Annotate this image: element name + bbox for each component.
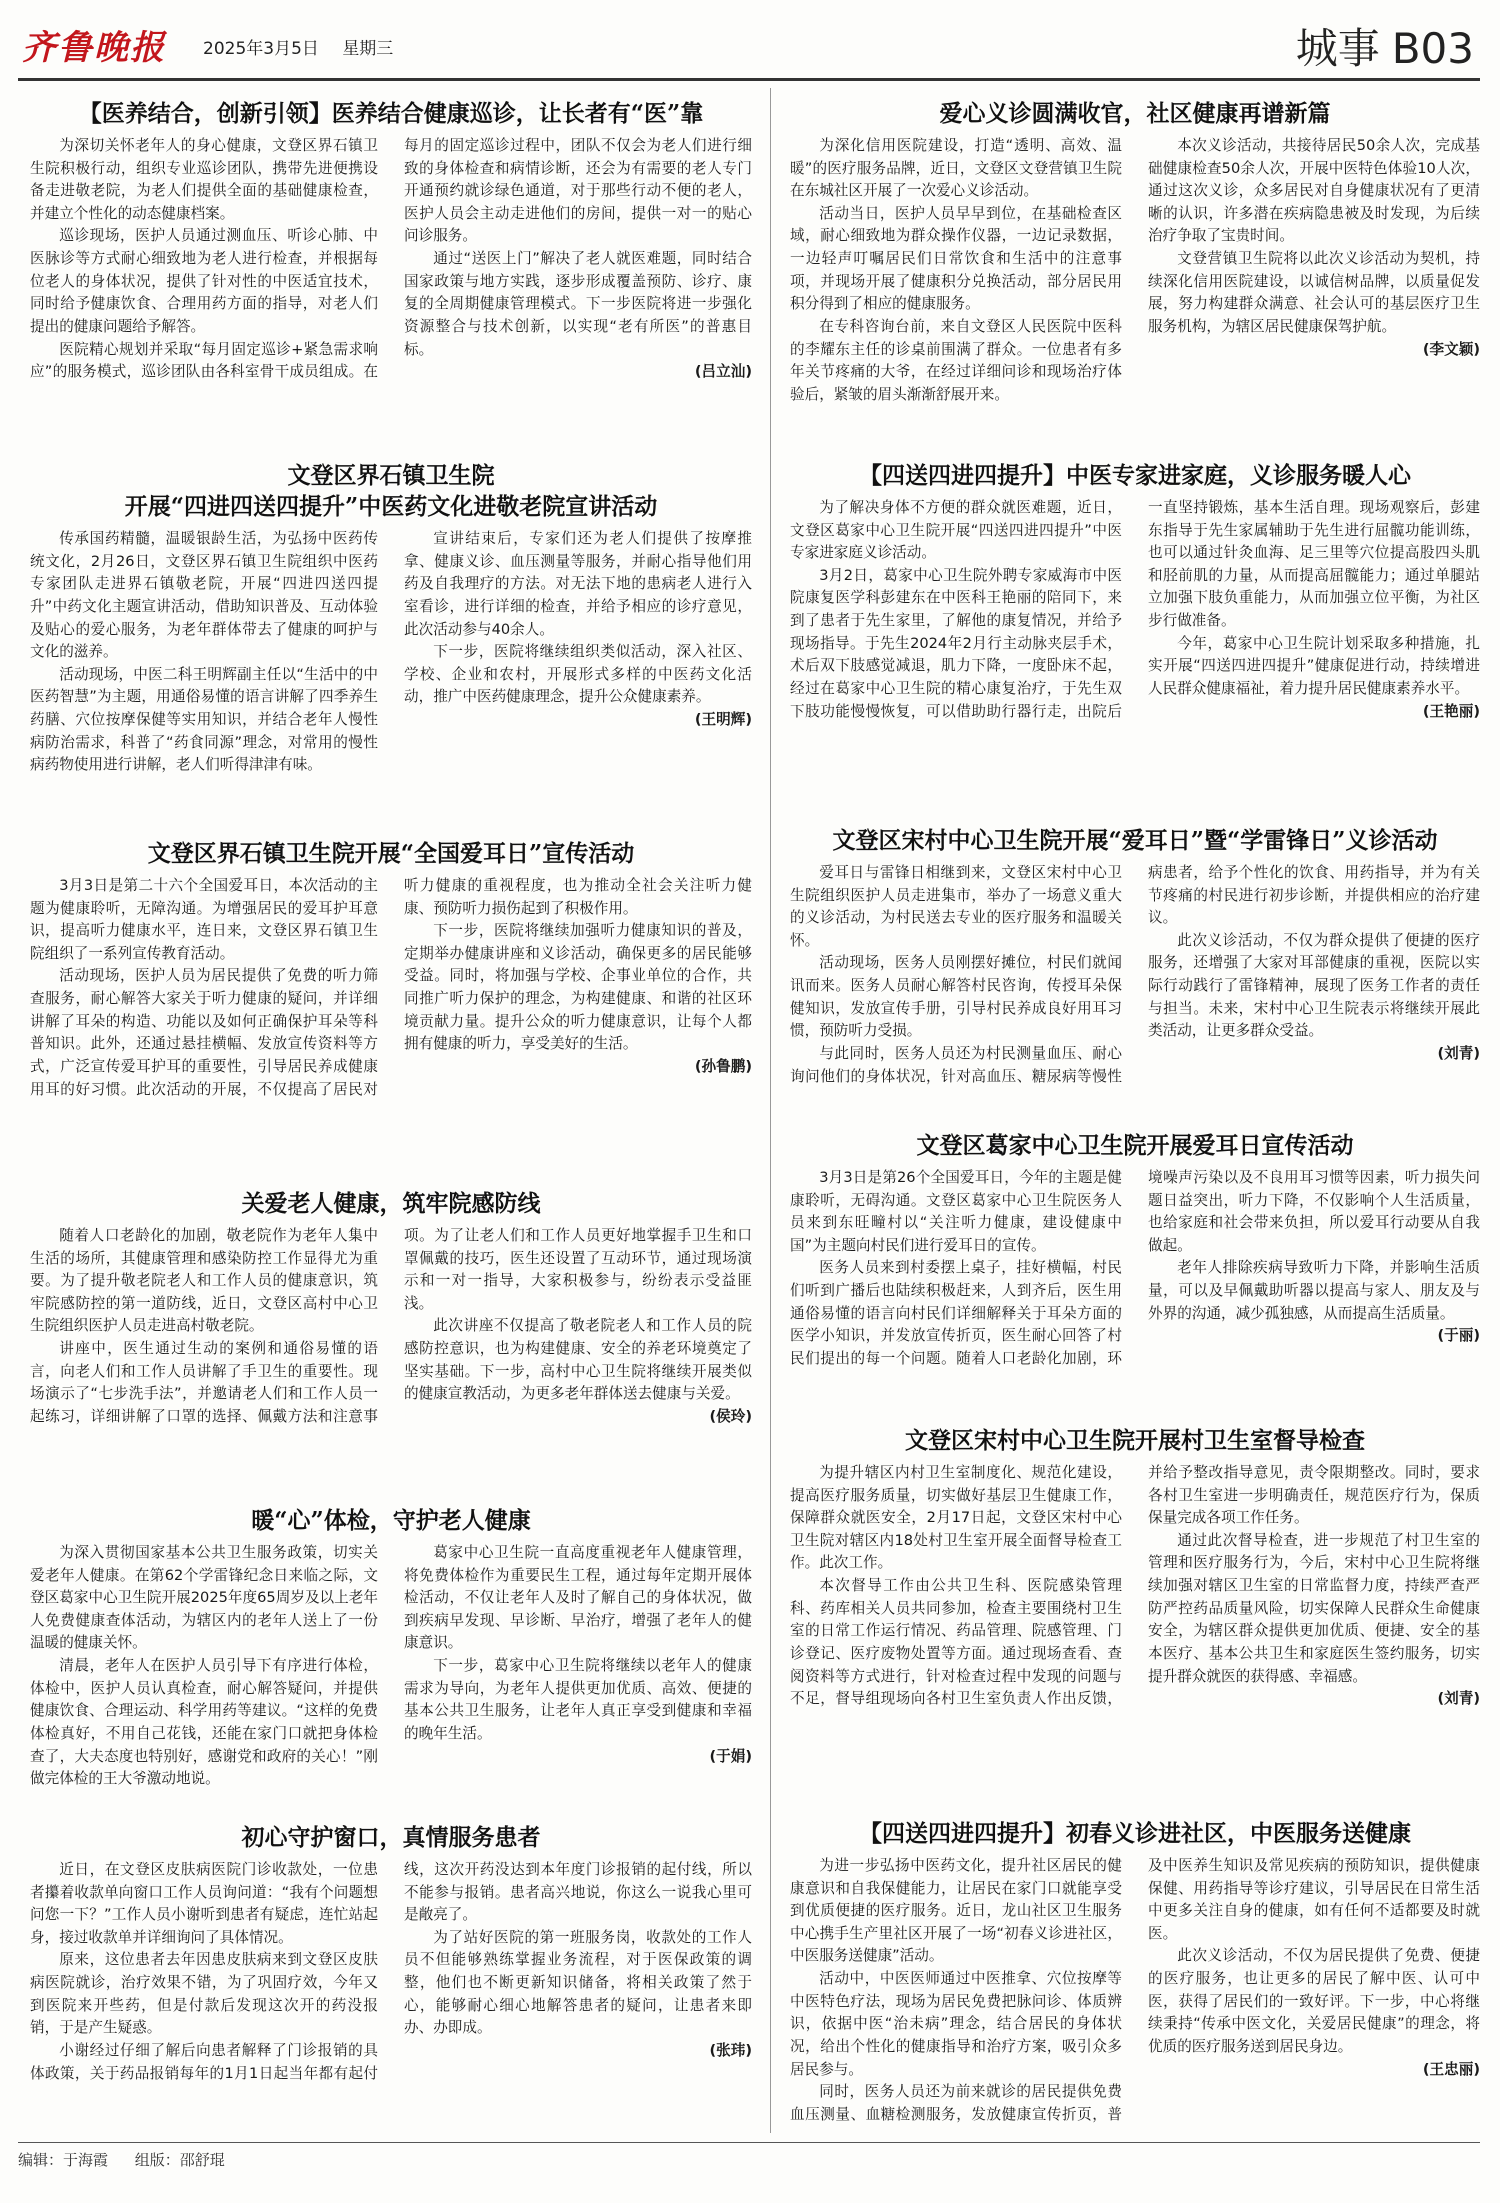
paragraph: 通过“送医上门”解决了老人就医难题，同时结合国家政策与地方实践，逐步形成覆盖预防、诊疗、康复的全周期健康管理模式。下一步医院将进一步强化资源整合与技术创新，以实现“老有所医”的普惠目标。 xyxy=(404,250,752,358)
article-body xyxy=(790,135,1480,406)
article-title: 【四送四进四提升】中医专家进家庭，义诊服务暖人心 xyxy=(859,462,1411,489)
article xyxy=(30,1505,752,1815)
article-title: 文登区宋村中心卫生院开展村卫生室督导检查 xyxy=(905,1427,1365,1454)
paragraph: 爱耳日与雷锋日相继到来，文登区宋村中心卫生院组织医护人员走进集市，举办了一场意义重大的义诊活动，为村民送去专业的医疗服务和温暖关怀。 xyxy=(790,864,1122,949)
author-byline: (侯玲) xyxy=(709,1407,752,1425)
paragraph: 今年，葛家中心卫生院计划采取多种措施，扎实开展“四送四进四提升”健康促进行动，持续增进人民群众健康福祉，着力提升居民健康素养水平。 xyxy=(1148,634,1480,697)
paragraph: 传承国药精髓，温暖银龄生活，为弘扬中医药传统文化，2月26日，文登区界石镇卫生院组织中医药专家团队走进界石镇敬老院，开展“四进四送四提升”中药文化主题宣讲活动，借助知识普及、互动体验及贴心的爱心服务，为老年群体带去了健康的呵护与文化的滋养。 xyxy=(30,530,378,661)
paragraph: 葛家中心卫生院一直高度重视老年人健康管理，将免费体检作为重要民生工程，通过每年定期开展体检活动，不仅让老年人及时了解自己的身体状况，做到疾病早发现、早诊断、早治疗，增强了老年人的健康意识。 xyxy=(404,1544,752,1652)
author-byline: (吕立汕) xyxy=(694,363,752,381)
paragraph: 小谢经过仔细了解后向患者解释了门诊报销的具体政策，关于药品报销每年的1月1日起当年都有起付线，这次开药没达到本年度门诊报销的起付线，所以不能参与报销。患者高兴地说，你这么一说我心里可是敞亮了。 xyxy=(30,1861,752,2082)
article xyxy=(30,98,752,453)
page-number: B03 xyxy=(1391,24,1474,73)
paragraph: 本次督导工作由公共卫生科、医院感染管理科、药库相关人员共同参加，检查主要围绕村卫生室的日常工作运行情况、药品管理、院感管理、门诊登记、医疗废物处置等方面。通过现场查看、查阅资料等方式进行，针对检查过程中发现的问题与不足，督导组现场向各村卫生室负责人作出反馈，并给予整改指导意见，责令限期整改。同时，要求各村卫生室进一步明确责任，规范医疗行为，保质保量完成各项工作任务。 xyxy=(790,1464,1480,1708)
article-title: 爱心义诊圆满收官，社区健康再谱新篇 xyxy=(939,100,1331,127)
paragraph: 为深化信用医院建设，打造“透明、高效、温暖”的医疗服务品牌，近日，文登区文登营镇卫生院在东城社区开展了一次爱心义诊活动。 xyxy=(790,137,1122,200)
article xyxy=(30,838,752,1178)
paragraph: 与此同时，医务人员还为村民测量血压、耐心询问他们的身体状况，针对高血压、糖尿病等慢性病患者，给予个性化的饮食、用药指导，并为有关节疼痛的村民进行初步诊断，并提供相应的治疗建议。 xyxy=(790,864,1480,1085)
author-byline: (孙鲁鹏) xyxy=(694,1057,752,1075)
article-kicker: 文登区界石镇卫生院 xyxy=(287,462,495,489)
author-byline: (李文颖) xyxy=(1422,340,1480,358)
paragraph: 通过此次督导检查，进一步规范了村卫生室的管理和医疗服务行为，今后，宋村中心卫生院将继续加强对辖区卫生室的日常监督力度，持续严查严防严控药品质量风险，切实保障人民群众生命健康安全，为辖区群众提供更加优质、便捷、安全的基本医疗、基本公共卫生和家庭医生签约服务，切实提升群众就医的获得感、幸福感。 xyxy=(1148,1531,1480,1685)
paragraph: 活动当日，医护人员早早到位，在基础检查区域，耐心细致地为群众操作仪器，一边记录数据，一边轻声叮嘱居民们日常饮食和生活中的注意事项，并现场开展了健康积分兑换活动，部分居民用积分得到了相应的健康服务。 xyxy=(790,204,1122,313)
section-name: 城事 xyxy=(1295,24,1380,73)
paragraph: 下一步，葛家中心卫生院将继续以老年人的健康需求为导向，为老年人提供更加优质、高效、便捷的基本公共卫生服务，让老年人真正享受到健康和幸福的晚年生活。 xyxy=(404,1657,752,1742)
newspaper-logo: 齐鲁晚报 xyxy=(22,28,166,68)
paragraph: 活动现场，医务人员刚摆好摊位，村民们就闻讯而来。医务人员耐心解答村民咨询，传授耳朵保健知识，发放宣传手册，引导村民养成良好用耳习惯，预防听力受损。 xyxy=(790,954,1122,1040)
paragraph: 宣讲结束后，专家们还为老人们提供了按摩推拿、健康义诊、血压测量等服务，并耐心指导他们用药及自我理疗的方法。对无法下地的患病老人进行入室看诊，进行详细的检查，并给予相应的诊疗意见，此次活动参与40余人。 xyxy=(404,530,752,638)
article-title: 开展“四进四送四提升”中医药文化进敬老院宣讲活动 xyxy=(124,493,658,521)
paragraph: 3月3日是第二十六个全国爱耳日，本次活动的主题为健康聆听，无障沟通。为增强居民的爱耳护耳意识，提高听力健康水平，连日来，文登区界石镇卫生院组织了一系列宣传教育活动。 xyxy=(30,877,378,962)
article xyxy=(30,1822,752,2134)
editor-credit: 编辑：于海霞 xyxy=(18,2151,109,2169)
author-byline: (王艳丽) xyxy=(1422,702,1480,720)
article-body xyxy=(30,1859,752,2085)
paragraph: 清晨，老年人在医护人员引导下有序进行体检，体检中，医护人员认真检查，耐心解答疑问，并提供健康饮食、合理运动、科学用药等建议。“这样的免费体检真好，不用自己花钱，还能在家门口就把身体检查了，大夫态度也特别好，感谢党和政府的关心！”刚做完体检的王大爷激动地说。 xyxy=(30,1657,378,1788)
paragraph: 医务人员来到村委摆上桌子，挂好横幅，村民们听到广播后也陆续积极赶来，人到齐后，医生用通俗易懂的语言向村民们详细解释关于耳朵方面的医学小知识，并发放宣传折页，医生耐心回答了村民们提出的每一个问题。随着人口老龄化加剧，环境噪声污染以及不良用耳习惯等因素，听力损失问题日益突出，听力下降，不仅影响个人生活质量，也给家庭和社会带来负担，所以爱耳行动要从自我做起。 xyxy=(790,1169,1480,1367)
masthead xyxy=(18,8,1480,81)
page-footer xyxy=(18,2142,1480,2170)
paragraph: 为提升辖区内村卫生室制度化、规范化建设，提高医疗服务质量，切实做好基层卫生健康工作，保障群众就医安全，2月17日起，文登区宋村中心卫生院对辖区内18处村卫生室开展全面督导检查工作。此次工作。 xyxy=(790,1464,1122,1572)
paragraph: 近日，在文登区皮肤病医院门诊收款处，一位患者攥着收款单向窗口工作人员询问道：“我有个问题想问您一下？”工作人员小谢听到患者有疑虑，连忙站起身，接过收款单并详细询问了具体情况。 xyxy=(30,1861,378,1946)
article xyxy=(790,1818,1480,2134)
issue-date: 2025年3月5日 xyxy=(203,39,319,59)
article xyxy=(790,1425,1480,1810)
section-header xyxy=(1296,16,1474,76)
paragraph: 原来，这位患者去年因患皮肤病来到文登区皮肤病医院就诊，治疗效果不错，为了巩固疗效，今年又到医院来开些药，但是付款后发现这次开的药没报销，于是产生疑惑。 xyxy=(30,1951,378,2037)
paragraph: 文登营镇卫生院将以此次义诊活动为契机，持续深化信用医院建设，以诚信树品牌，以质量促发展，努力构建群众满意、社会认可的基层医疗卫生服务机构，为辖区居民健康保驾护航。 xyxy=(1148,250,1480,335)
paragraph: 3月2日，葛家中心卫生院外聘专家威海市中医院康复医学科彭建东在中医科王艳丽的陪同下，来到了患者于先生家里，了解他的康复情况，并给予现场指导。于先生2024年2月行主动脉夹层手术，术后双下肢感觉减退，肌力下降，一度卧床不起，经过在葛家中心卫生院的精心康复治疗，于先生双下肢功能慢慢恢复，可以借助助行器行走，出院后一直坚持锻炼，基本生活自理。现场观察后，彭建东指导于先生家属辅助于先生进行屈髋功能训练，也可以通过针灸血海、足三里等穴位提高股四头肌和胫前肌的力量，从而提高屈髋能力；通过单腿站立加强下肢负重能力，从而加强立位平衡，为社区步行做准备。 xyxy=(790,499,1480,720)
paragraph: 此次义诊活动，不仅为群众提供了便捷的医疗服务，还增强了大家对耳部健康的重视，医院以实际行动践行了雷锋精神，展现了医务工作者的责任与担当。未来，宋村中心卫生院表示将继续开展此类活动，让更多群众受益。 xyxy=(1148,931,1480,1040)
article xyxy=(30,460,752,830)
author-byline: (刘青) xyxy=(1437,1044,1480,1062)
article xyxy=(790,1130,1480,1415)
article-body xyxy=(30,135,752,384)
article-body xyxy=(30,1225,752,1428)
article-body xyxy=(790,1462,1480,1711)
article-title: 文登区葛家中心卫生院开展爱耳日宣传活动 xyxy=(916,1132,1354,1159)
article-body xyxy=(790,862,1480,1088)
paragraph: 老年人排除疾病导致听力下降，并影响生活质量，可以及早佩戴助听器以提高与家人、朋友及与外界的沟通，减少孤独感，从而提高生活质量。 xyxy=(1148,1259,1480,1322)
author-byline: (于丽) xyxy=(1437,1327,1480,1345)
paragraph: 下一步，医院将继续组织类似活动，深入社区、学校、企业和农村，开展形式多样的中医药文化活动，推广中医药健康理念，提升公众健康素养。 xyxy=(404,643,752,706)
article-title: 暖“心”体检，守护老人健康 xyxy=(251,1507,531,1534)
article-body xyxy=(790,1167,1480,1370)
paragraph: 为深入贯彻国家基本公共卫生服务政策，切实关爱老年人健康。在第62个学雷锋纪念日来临之际，文登区葛家中心卫生院开展2025年度65周岁及以上老年人免费健康查体活动，为辖区内的老年人送上了一份温暖的健康关怀。 xyxy=(30,1544,378,1652)
paragraph: 随着人口老龄化的加剧，敬老院作为老年人集中生活的场所，其健康管理和感染防控工作显得尤为重要。为了提升敬老院老人和工作人员的健康意识，筑牢院感防控的第一道防线，近日，文登区高村中心卫生院组织医护人员走进高村敬老院。 xyxy=(30,1227,378,1335)
paragraph: 本次义诊活动，共接待居民50余人次，完成基础健康检查50余人次，开展中医特色体验10人次，通过这次义诊，众多居民对自身健康状况有了更清晰的认识，许多潜在疾病隐患被及时发现，为后续治疗争取了宝贵时间。 xyxy=(1148,137,1480,245)
issue-info xyxy=(203,34,411,59)
author-byline: (王忠丽) xyxy=(1422,2060,1480,2078)
column-divider xyxy=(770,88,771,2133)
paragraph: 同时，医务人员还为前来就诊的居民提供免费血压测量、血糖检测服务，发放健康宣传折页，普及中医养生知识及常见疾病的预防知识，提供健康保健、用药指导等诊疗建议，引导居民在日常生活中更多关注自身的健康，如有任何不适都要及时就医。 xyxy=(790,1857,1480,2123)
paragraph: 此次义诊活动，不仅为居民提供了免费、便捷的医疗服务，也让更多的居民了解中医、认可中医，获得了居民们的一致好评。下一步，中心将继续秉持“传承中医文化，关爱居民健康”的理念，将优质的医疗服务送到居民身边。 xyxy=(1148,1947,1480,2055)
article xyxy=(790,98,1480,453)
paragraph: 医院精心规划并采取“每月固定巡诊+紧急需求响应”的服务模式，巡诊团队由各科室骨干成员组成。在每月的固定巡诊过程中，团队不仅会为老人们进行细致的身体检查和病情诊断，还会为有需要的老人专门开通预约就诊绿色通道，对于那些行动不便的老人，医护人员会主动走进他们的房间，提供一对一的贴心问诊服务。 xyxy=(30,137,752,381)
author-byline: (于娟) xyxy=(709,1747,752,1765)
article-title: 【医养结合，创新引领】医养结合健康巡诊，让长者有“医”靠 xyxy=(78,100,704,127)
article-body xyxy=(30,1542,752,1791)
article-title: 初心守护窗口，真情服务患者 xyxy=(241,1824,541,1851)
paragraph: 在专科咨询台前，来自文登区人民医院中医科的李耀东主任的诊桌前围满了群众。一位患者有多年关节疼痛的大爷，在经过详细问诊和现场治疗体验后，紧皱的眉头渐渐舒展开来。 xyxy=(790,317,1122,403)
paragraph: 巡诊现场，医护人员通过测血压、听诊心肺、中医脉诊等方式耐心细致地为老人进行检查，并根据每位老人的身体状况，提供了针对性的中医适宜技术，同时给予健康饮食、合理用药方面的指导，对老人们提出的健康问题给予解答。 xyxy=(30,227,378,335)
article-body xyxy=(30,528,752,777)
article-title: 文登区界石镇卫生院开展“全国爱耳日”宣传活动 xyxy=(147,840,635,867)
article xyxy=(790,825,1480,1125)
article-body xyxy=(790,1855,1480,2126)
article xyxy=(30,1188,752,1498)
paragraph: 为深切关怀老年人的身心健康，文登区界石镇卫生院积极行动，组织专业巡诊团队，携带先进便携设备走进敬老院，为老人们提供全面的基础健康检查，并建立个性化的动态健康档案。 xyxy=(30,137,378,222)
issue-weekday: 星期三 xyxy=(342,39,394,59)
paragraph: 为了站好医院的第一班服务岗，收款处的工作人员不但能够熟练掌握业务流程，对于医保政策的调整，他们也不断更新知识储备，将相关政策了然于心，能够耐心细心地解答患者的疑问，让患者来即办、办即成。 xyxy=(404,1928,752,2037)
article-title: 【四送四进四提升】初春义诊进社区，中医服务送健康 xyxy=(859,1820,1411,1847)
author-byline: (张玮) xyxy=(709,2041,752,2059)
paragraph: 下一步，医院将继续加强听力健康知识的普及，定期举办健康讲座和义诊活动，确保更多的居民能够受益。同时，将加强与学校、企事业单位的合作，共同推广听力保护的理念，为构建健康、和谐的社区环境贡献力量。提升公众的听力健康意识，让每个人都拥有健康的听力，享受美好的生活。 xyxy=(404,922,752,1053)
paragraph: 活动现场，中医二科王明辉副主任以“生活中的中医药智慧”为主题，用通俗易懂的语言讲解了四季养生药膳、穴位按摩保健等实用知识，并结合老年人慢性病防治需求，科普了“药食同源”理念，对常用的慢性病药物使用进行讲解，老人们听得津津有味。 xyxy=(30,665,378,774)
author-byline: (刘青) xyxy=(1437,1690,1480,1708)
paragraph: 为了解决身体不方便的群众就医难题，近日，文登区葛家中心卫生院开展“四送四进四提升”中医专家进家庭义诊活动。 xyxy=(790,499,1122,562)
paragraph: 讲座中，医生通过生动的案例和通俗易懂的语言，向老人们和工作人员讲解了手卫生的重要性。现场演示了“七步洗手法”，并邀请老人们和工作人员一起练习，详细讲解了口罩的选择、佩戴方法和注意事项。为了让老人们和工作人员更好地掌握手卫生和口罩佩戴的技巧，医生还设置了互动环节，通过现场演示和一对一指导，大家积极参与，纷纷表示受益匪浅。 xyxy=(30,1227,752,1425)
paragraph: 活动现场，医护人员为居民提供了免费的听力筛查服务，耐心解答大家关于听力健康的疑问，并详细讲解了耳朵的构造、功能以及如何正确保护耳朵等科普知识。此外，还通过悬挂横幅、发放宣传资料等方式，广泛宣传爱耳护耳的重要性，引导居民养成健康用耳的好习惯。此次活动的开展，不仅提高了居民对听力健康的重视程度，也为推动全社会关注听力健康、预防听力损伤起到了积极作用。 xyxy=(30,877,752,1098)
article xyxy=(790,460,1480,820)
article-body xyxy=(790,497,1480,723)
article-title: 关爱老人健康，筑牢院感防线 xyxy=(241,1190,541,1217)
article-body xyxy=(30,875,752,1101)
layout-credit: 组版：邵舒琨 xyxy=(134,2151,225,2169)
article-title: 文登区宋村中心卫生院开展“爱耳日”暨“学雷锋日”义诊活动 xyxy=(832,827,1438,854)
paragraph: 3月3日是第26个全国爱耳日，今年的主题是健康聆听，无碍沟通。文登区葛家中心卫生院医务人员来到东旺疃村以“关注听力健康，建设健康中国”为主题向村民们进行爱耳日的宣传。 xyxy=(790,1169,1122,1254)
paragraph: 活动中，中医医师通过中医推拿、穴位按摩等中医特色疗法，现场为居民免费把脉问诊、体质辨识，依据中医“治未病”理念，结合居民的身体状况，给出个性化的健康指导和治疗方案，吸引众多居民参与。 xyxy=(790,1970,1122,2078)
author-byline: (王明辉) xyxy=(694,710,752,728)
paragraph: 此次讲座不仅提高了敬老院老人和工作人员的院感防控意识，也为构建健康、安全的养老环境奠定了坚实基础。下一步，高村中心卫生院将继续开展类似的健康宣教活动，为更多老年群体送去健康与关爱。 xyxy=(404,1317,752,1403)
paragraph: 为进一步弘扬中医药文化，提升社区居民的健康意识和自我保健能力，让居民在家门口就能享受到优质便捷的医疗服务。近日，龙山社区卫生服务中心携手生产里社区开展了一场“初春义诊进社区，中医服务送健康”活动。 xyxy=(790,1857,1122,1965)
